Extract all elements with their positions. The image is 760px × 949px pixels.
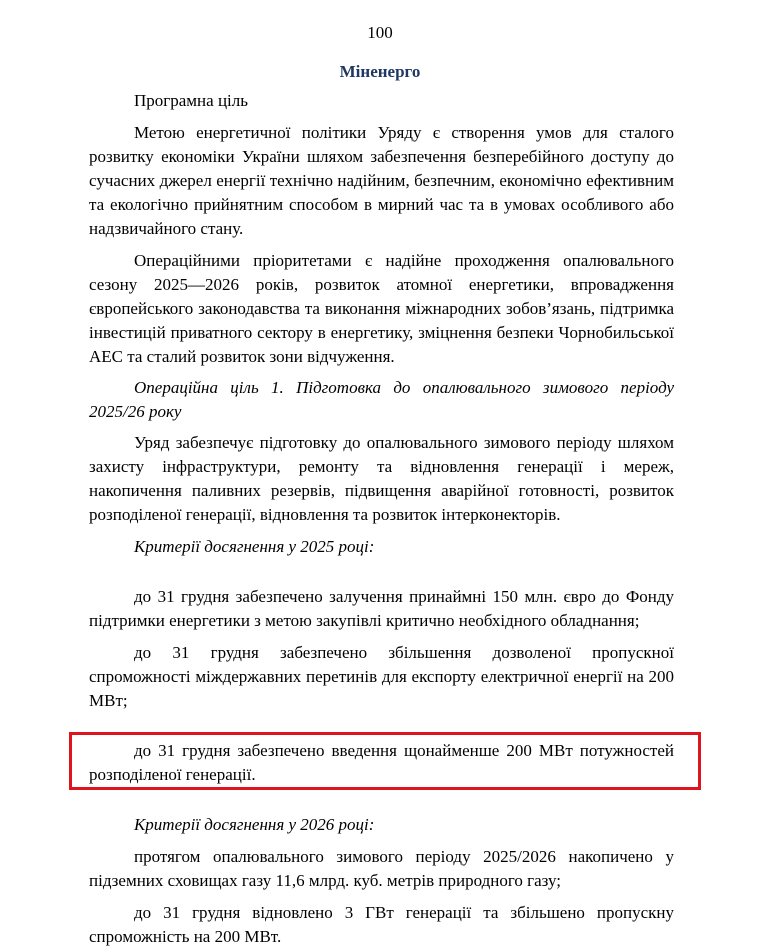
priorities-paragraph: Операційними пріоритетами є надійне проходження опалювального сезону 2025—2026 років, розвиток атомної енергетики, впровадження європейського законодавства та виконання міжнародних зобов’язань, підтримка інвестицій приватного сектору в енергетику, зміцнення безпеки Чорнобильської АЕС та сталий розвиток зони відчуження. [89,251,674,366]
criteria-2025-label: Критерії досягнення у 2025 році: [134,537,375,556]
program-goal-label: Програмна ціль [134,91,249,110]
criterion-2025-item: до 31 грудня забезпечено збільшення дозволеної пропускної спроможності міждержавних перетинів для експорту електричної енергії на 200 МВт; [89,643,674,710]
government-ensures-paragraph: Уряд забезпечує підготовку до опалювального зимового періоду шляхом захисту інфраструктури, ремонту та відновлення генерації і мереж, накопичення паливних резервів, підвищення аварійної готовності, розвиток розподіленої генерації, відновлення та розвиток інтерконекторів. [89,433,674,524]
criterion-2026-item: протягом опалювального зимового періоду 2025/2026 накопичено у підземних сховищах газу 11,6 млрд. куб. метрів природного газу; [89,847,674,890]
operational-goal-heading: Операційна ціль 1. Підготовка до опалювального зимового періоду 2025/26 року [89,378,674,421]
criteria-2026-label: Критерії досягнення у 2026 році: [134,815,375,834]
page-number: 100 [367,23,393,42]
criterion-2025-item: до 31 грудня забезпечено залучення принаймні 150 млн. євро до Фонду підтримки енергетики з метою закупівлі критично необхідного обладнання; [89,587,674,630]
criterion-2026-item: до 31 грудня відновлено 3 ГВт генерації та збільшено пропускну спроможність на 200 МВт. [89,903,674,946]
document-body [89,89,674,949]
goal-paragraph: Метою енергетичної політики Уряду є створення умов для сталого розвитку економіки України шляхом забезпечення безперебійного доступу до сучасних джерел енергії технічно надійним, безпечним, економічно ефективним та екологічно прийнятним способом в мирний час та в умовах особливого або надзвичайного стану. [89,123,674,238]
criterion-2025-item: до 31 грудня забезпечено введення щонайменше 200 МВт потужностей розподіленої генерації. [89,741,674,784]
highlighted-criterion [89,739,674,787]
ministry-heading: Міненерго [339,62,421,81]
